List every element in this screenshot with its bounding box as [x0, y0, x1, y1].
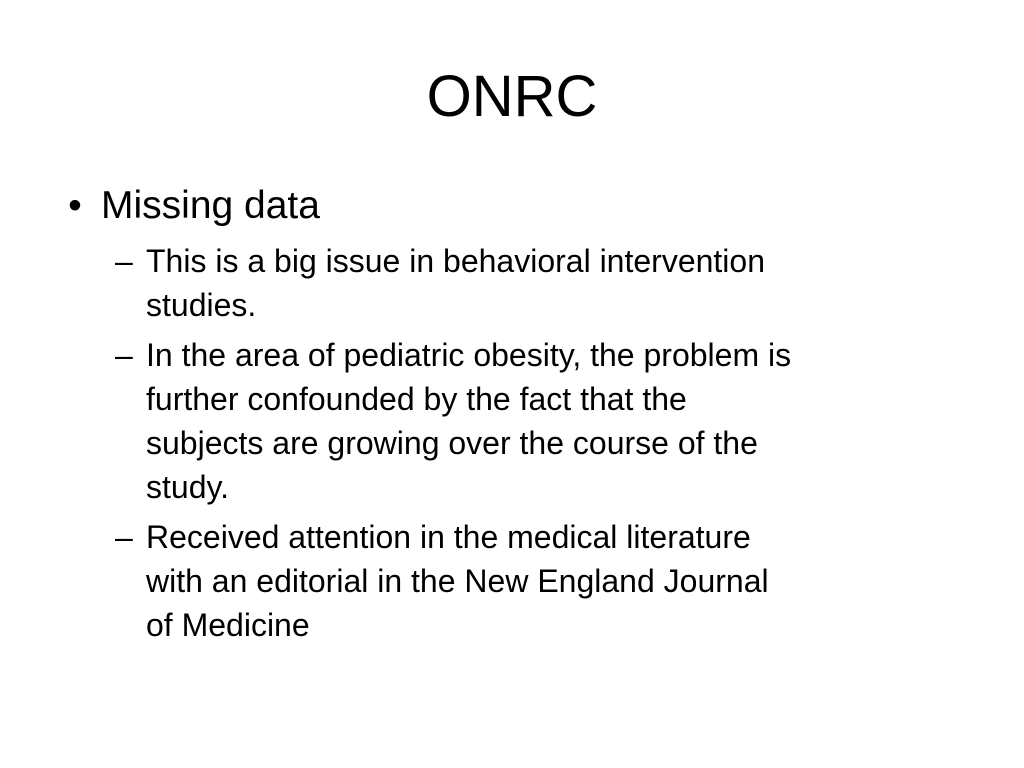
sub-bullet-line: studies.: [146, 287, 257, 323]
sub-bullet-line: further confounded by the fact that the: [146, 381, 687, 417]
sub-bullet-line: of Medicine: [146, 607, 310, 643]
dash-marker: –: [115, 519, 133, 555]
bullet-marker: •: [68, 184, 82, 227]
bullet-text: Missing data: [101, 184, 320, 227]
sub-bullet-line: In the area of pediatric obesity, the problem is: [146, 337, 792, 373]
slide-title: ONRC: [426, 64, 598, 129]
sub-bullet-line: study.: [146, 469, 229, 505]
sub-bullet-item: [115, 515, 960, 647]
sub-bullet-line: subjects are growing over the course of the: [146, 425, 758, 461]
bullet-list: [60, 183, 960, 653]
sub-bullet-item: [115, 239, 960, 327]
dash-marker: –: [115, 243, 133, 279]
sub-bullet-line: with an editorial in the New England Journal: [146, 563, 769, 599]
bullet-item-missing-data: [60, 183, 960, 647]
sub-bullet-list: [101, 239, 960, 647]
dash-marker: –: [115, 337, 133, 373]
sub-bullet-item: [115, 333, 960, 509]
sub-bullet-line: This is a big issue in behavioral intervention: [146, 243, 765, 279]
sub-bullet-line: Received attention in the medical literature: [146, 519, 751, 555]
